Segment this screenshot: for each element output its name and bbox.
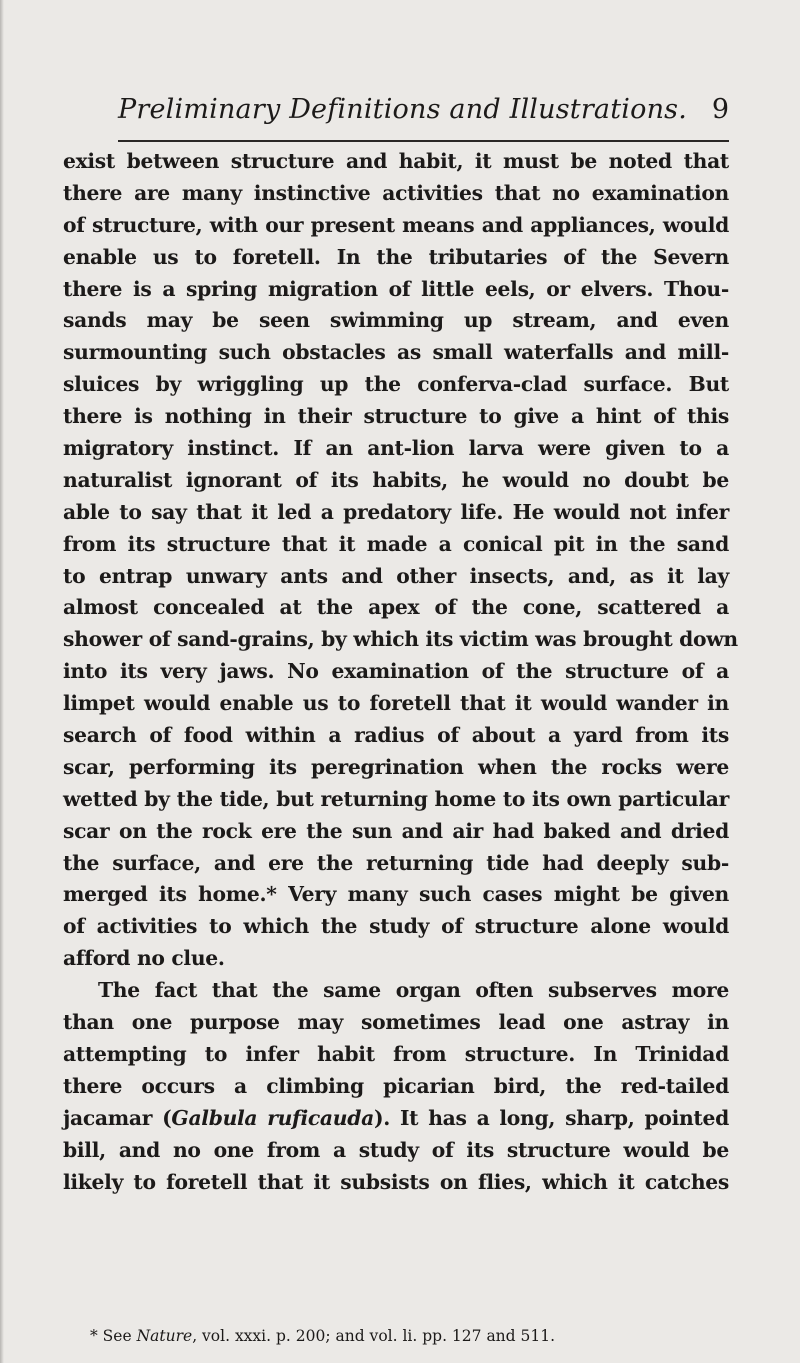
text-line: into its very jaws. No examination of the structure of a [63,659,729,684]
text-line: bill, and no one from a study of its structure would be [63,1137,729,1162]
text-line: attempting to infer habit from structure. In Trinidad [63,1041,729,1066]
text-line: likely to foretell that it subsists on flies, which it catches [63,1169,729,1194]
body-text [63,146,738,1198]
text-line-paragraph-end: afford no clue. [63,946,225,971]
text-line: there is nothing in their structure to give a hint of this [63,404,729,429]
text-line-paragraph-start: The fact that the same organ often subserves more [98,978,729,1003]
text-line: sluices by wriggling up the conferva-clad surface. But [63,372,729,397]
text-line: almost concealed at the apex of the cone, scattered a [63,595,729,620]
text-line: migratory instinct. If an ant-lion larva were given to a [63,436,729,461]
text-line: the surface, and ere the returning tide had deeply sub- [63,850,729,875]
header-rule [118,140,729,142]
text-line: limpet would enable us to foretell that it would wander in [63,691,729,716]
text-line: of activities to which the study of structure alone would [63,914,729,939]
text-line-jacamar [63,1103,729,1135]
text-line: scar, performing its peregrination when the rocks were [63,754,729,779]
text-line: scar on the rock ere the sun and air had baked and dried [63,818,729,843]
text-line: naturalist ignorant of its habits, he would no doubt be [63,467,729,492]
footnote-prefix: * See [90,1327,137,1345]
text-line: exist between structure and habit, it must be noted that [63,149,729,173]
text-segment: jacamar ( [63,1105,172,1130]
footnote-journal-italic: Nature [136,1327,193,1345]
running-title: Preliminary Definitions and Illustrations. [118,94,687,125]
text-line: sands may be seen swimming up stream, and even [63,308,729,333]
text-line: of structure, with our present means and appliances, would [63,212,729,237]
text-line: wetted by the tide, but returning home to its own particular [63,786,729,811]
text-line: enable us to foretell. In the tributaries of the Severn [63,244,729,269]
text-line: from its structure that it made a conical pit in the sand [63,531,729,556]
text-line: to entrap unwary ants and other insects, and, as it lay [63,563,729,588]
page-header [118,90,729,134]
text-line: there are many instinctive activities that no examination [63,180,729,205]
text-line: surmounting such obstacles as small waterfalls and mill- [63,340,729,365]
page-number: 9 [711,94,729,125]
text-line: merged its home.* Very many such cases might be given [63,882,729,907]
text-line: search of food within a radius of about a yard from its [63,723,729,748]
page-edge-shadow [0,0,4,1363]
text-line: there occurs a climbing picarian bird, the red-tailed [63,1073,729,1098]
text-line: able to say that it led a predatory life. He would not infer [63,499,729,524]
text-line: than one purpose may sometimes lead one astray in [63,1010,729,1035]
text-segment: ). It has a long, sharp, pointed [373,1105,729,1130]
species-name-italic: Galbula ruficauda [171,1105,374,1130]
footnote-reference: , vol. xxxi. p. 200; and vol. li. pp. 127 and 511. [192,1327,556,1345]
text-line: shower of sand-grains, by which its victim was brought down [63,627,738,652]
text-line: there is a spring migration of little eels, or elvers. Thou- [63,276,729,301]
footnote [90,1327,555,1345]
